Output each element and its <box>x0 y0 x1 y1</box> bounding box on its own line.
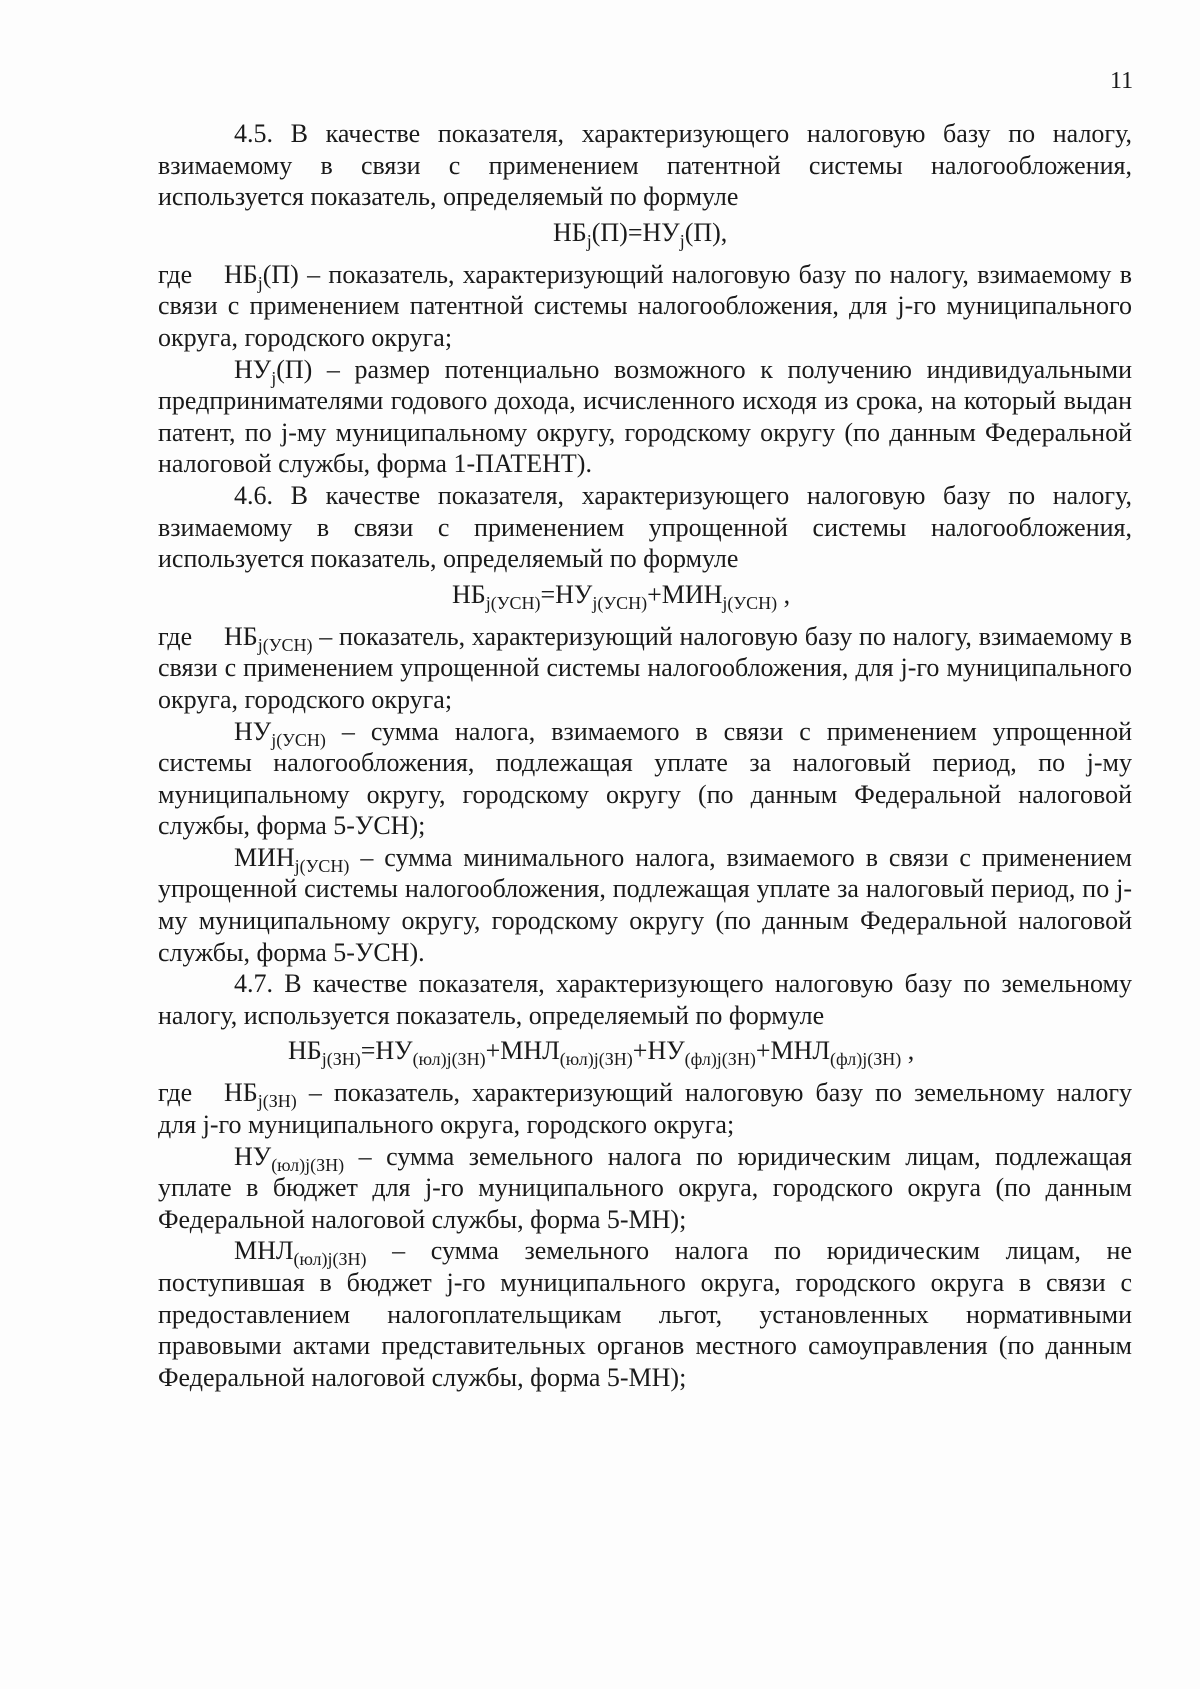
paragraph-4-6: 4.6. В качестве показателя, характеризующего налоговую базу по налогу, взимаемому в связи с применением упрощенной системы налогообложения, используется показатель, определяемый по формуле <box>158 480 1132 574</box>
formula-patent: $НБ_j(П)=НУ_j(П)$, <box>553 217 728 251</box>
definition-nb-patent: где $НБ_j(П)$ – показатель, характеризующий налоговую базу по налогу, взимаемому в связи с применением патентной системы налогообложения, для j-го муниципального округа, городского округа; <box>158 259 1132 352</box>
definition-nu-usn: $НУ_{j(УСН)}$ – сумма налога, взимаемого в связи с применением упрощенной системы налогообложения, подлежащая уплате за налоговый период, по j-му муниципальному округу, городскому округу (по данным Федеральной налоговой службы, форма 5-УСН); <box>158 716 1132 841</box>
definition-nu-patent: $НУ_j(П)$ – размер потенциально возможного к получению индивидуальными предпринимателями годового дохода, исчисленного исходя из срока, на который выдан патент, по j-му муниципальному округу, городскому округу (по данным Федеральной налоговой службы, форма 1-ПАТЕНТ). <box>158 354 1132 479</box>
page-number: 11 <box>1110 68 1134 94</box>
definition-nb-usn: где $НБ_{j(УСН)}$ – показатель, характеризующий налоговую базу по налогу, взимаемому в связи с применением упрощенной системы налогообложения, для j-го муниципального округа, городского округа; <box>158 621 1132 714</box>
definition-nb-land: где $НБ_{j(ЗН)}$ – показатель, характеризующий налоговую базу по земельному налогу для j-го муниципального округа, городского округа; <box>158 1078 1132 1140</box>
document-body <box>158 118 1132 1393</box>
where-word: где <box>158 259 193 289</box>
where-word: где <box>158 621 193 651</box>
paragraph-4-7: 4.7. В качестве показателя, характеризующего налоговую базу по земельному налогу, используется показатель, определяемый по формуле <box>158 969 1132 1030</box>
definition-mnl-land: $МНЛ_{(юл)j(ЗН)}$ – сумма земельного налога по юридическим лицам, не поступившая в бюджет j-го муниципального округа, городского округа в связи с предоставлением налогоплательщикам льгот, установленных нормативными правовыми актами представительных органов местного самоуправления (по данным Федеральной налоговой службы, форма 5-МН); <box>158 1236 1132 1392</box>
where-word: где <box>158 1078 193 1108</box>
definition-min-usn: $МИН_{j(УСН)}$ – сумма минимального налога, взимаемого в связи с применением упрощенной системы налогообложения, подлежащая уплате за налоговый период, по j-му муниципальному округу, городскому округу (по данным Федеральной налоговой службы, форма 5-УСН). <box>158 842 1132 967</box>
paragraph-4-5: 4.5. В качестве показателя, характеризующего налоговую базу по налогу, взимаемому в связи с применением патентной системы налогообложения, используется показатель, определяемый по формуле <box>158 119 1132 212</box>
formula-usn: $НБ_{j(УСН)}=НУ_{j(УСН)}+МИН_{j(УСН)}$ , <box>452 579 791 613</box>
definition-nu-land: $НУ_{(юл)j(ЗН)}$ – сумма земельного налога по юридическим лицам, подлежащая уплате в бюджет для j-го муниципального округа, городского округа (по данным Федеральной налоговой службы, форма 5-МН); <box>158 1141 1132 1234</box>
formula-land-tax: $НБ_{j(ЗН)}=НУ_{(юл)j(ЗН)}+МНЛ_{(юл)j(ЗН)}+НУ_{(фл)j(ЗН)}+МНЛ_{(фл)j(ЗН)}$ , <box>288 1036 915 1070</box>
